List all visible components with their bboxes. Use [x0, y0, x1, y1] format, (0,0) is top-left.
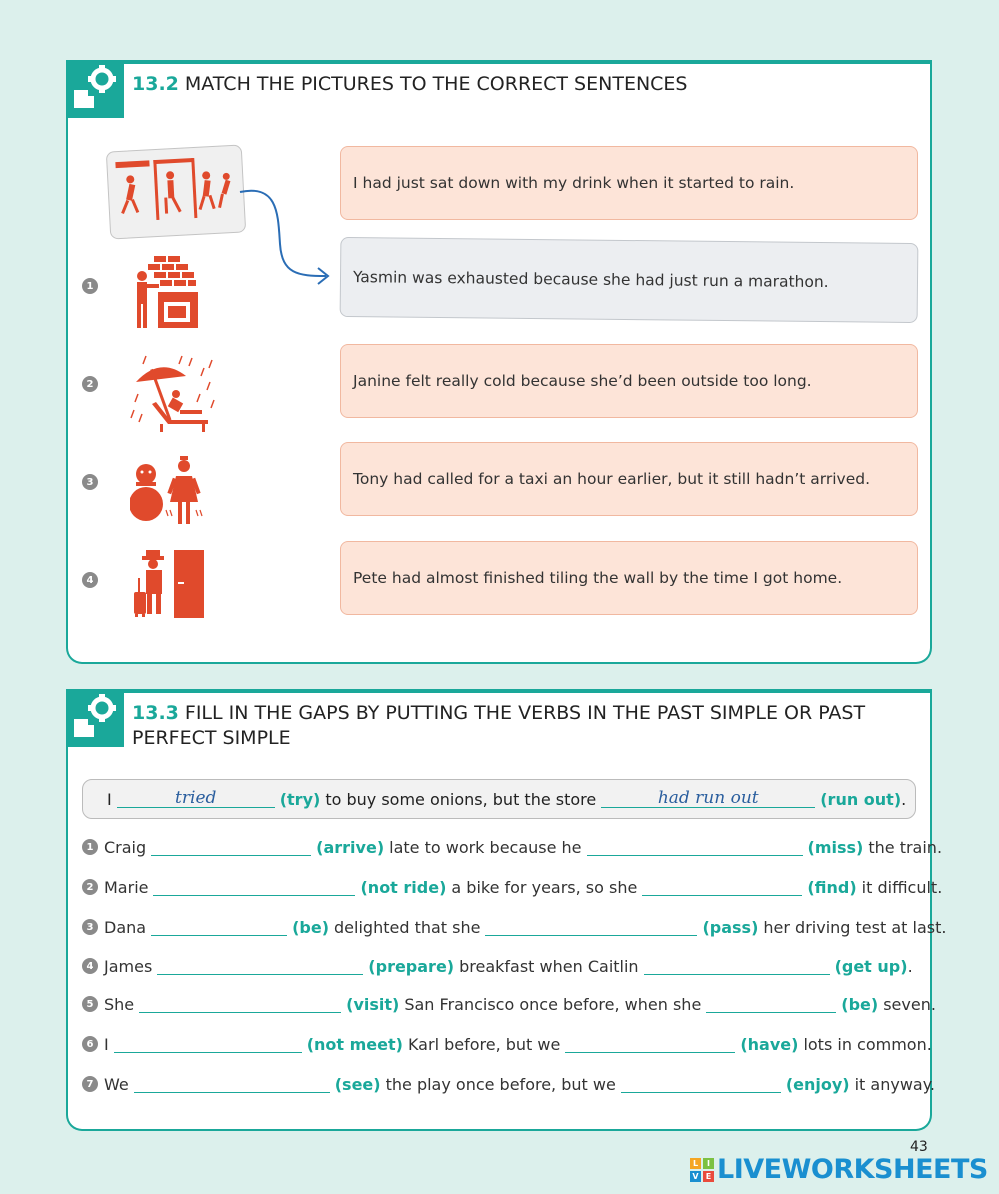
question-text: Craig: [104, 837, 147, 857]
sentence-box[interactable]: [340, 442, 918, 516]
tiling-wall-icon: [130, 252, 206, 332]
cold-snowman-icon: [130, 452, 210, 532]
answer-gap[interactable]: [565, 1036, 735, 1053]
sentence-box[interactable]: [340, 541, 918, 615]
answer-gap[interactable]: [134, 1076, 330, 1093]
gear-icon: [66, 60, 124, 118]
picture-number: 3: [82, 474, 98, 490]
question-row: [82, 992, 936, 1016]
verb-hint: (run out): [820, 789, 902, 809]
picture-item[interactable]: [130, 452, 206, 532]
question-text: I: [104, 1034, 109, 1054]
answer-gap[interactable]: [157, 958, 363, 975]
answer-gap[interactable]: [644, 958, 830, 975]
answer-gap[interactable]: [151, 839, 311, 856]
question-text: She: [104, 994, 135, 1014]
taxi-waiting-icon: [130, 548, 210, 628]
question-row: [82, 1032, 932, 1056]
verb-hint: (pass): [702, 917, 759, 937]
answer-gap[interactable]: [621, 1076, 781, 1093]
rain-umbrella-icon: [130, 354, 220, 434]
question-text: James: [104, 956, 153, 976]
picture-item[interactable]: [130, 548, 206, 628]
sentence-box[interactable]: [340, 344, 918, 418]
logo-grid-icon: [690, 1158, 714, 1182]
exercise-instruction: MATCH THE PICTURES TO THE CORRECT SENTENCES: [184, 73, 688, 95]
exercise-number: 13.2: [132, 73, 179, 95]
exercise-number: 13.3: [132, 702, 179, 724]
question-text: her driving test at last.: [763, 917, 947, 937]
question-text: Dana: [104, 917, 147, 937]
picture-item[interactable]: [130, 354, 206, 434]
match-arrow-icon: [238, 184, 338, 294]
answer-gap[interactable]: [151, 919, 287, 936]
answer-gap[interactable]: [706, 996, 836, 1013]
sentence-text: Pete had almost finished tiling the wall by the time I got home.: [353, 569, 843, 587]
question-text: it difficult.: [861, 877, 943, 897]
question-text: breakfast when Caitlin: [459, 956, 639, 976]
exercise-title: [132, 701, 912, 751]
sentence-text: Tony had called for a taxi an hour earlier, but it still hadn’t arrived.: [353, 470, 871, 488]
question-row: [82, 915, 947, 939]
gear-icon: [66, 689, 124, 747]
question-text: .: [907, 956, 913, 976]
verb-hint: (see): [334, 1074, 381, 1094]
exercise-instruction: FILL IN THE GAPS BY PUTTING THE VERBS IN THE PAST SIMPLE OR PAST PERFECT SIMPLE: [132, 702, 866, 749]
verb-hint: (have): [740, 1034, 799, 1054]
picture-number: 4: [82, 572, 98, 588]
verb-hint: (prepare): [368, 956, 455, 976]
question-text: Karl before, but we: [407, 1034, 561, 1054]
logo-grid-letter: I: [703, 1158, 714, 1169]
logo-grid-letter: E: [703, 1171, 714, 1182]
question-text: We: [104, 1074, 129, 1094]
question-number: 6: [82, 1036, 98, 1052]
question-text: Marie: [104, 877, 149, 897]
verb-hint: (try): [279, 789, 321, 809]
answer-gap[interactable]: [587, 839, 803, 856]
question-text: seven.: [883, 994, 936, 1014]
question-row: [82, 875, 943, 899]
question-text: lots in common.: [803, 1034, 932, 1054]
question-text: a bike for years, so she: [451, 877, 638, 897]
sentence-text: I had just sat down with my drink when it started to rain.: [353, 174, 795, 192]
example-sentence: [82, 779, 916, 819]
logo-grid-letter: L: [690, 1158, 701, 1169]
verb-hint: (be): [841, 994, 879, 1014]
question-number: 2: [82, 879, 98, 895]
verb-hint: (visit): [346, 994, 400, 1014]
verb-hint: (not ride): [360, 877, 447, 897]
sentence-box[interactable]: [340, 146, 918, 220]
question-row: [82, 1072, 935, 1096]
question-text: late to work because he: [389, 837, 582, 857]
marathon-runners-icon: [107, 146, 241, 235]
exercise-13-2-panel: [66, 60, 932, 664]
sentence-text: Yasmin was exhausted because she had just run a marathon.: [352, 268, 829, 292]
example-picture-card: [106, 145, 246, 240]
logo-grid-letter: V: [690, 1171, 701, 1182]
verb-hint: (not meet): [306, 1034, 403, 1054]
example-answer: tried: [117, 791, 275, 808]
logo-text: LIVEWORKSHEETS: [717, 1154, 988, 1185]
question-number: 1: [82, 839, 98, 855]
page-number: 43: [910, 1139, 928, 1155]
sentence-box-matched[interactable]: [340, 237, 919, 323]
sentence-text: Janine felt really cold because she’d been outside too long.: [353, 372, 812, 390]
verb-hint: (arrive): [316, 837, 385, 857]
question-row: [82, 954, 922, 978]
verb-hint: (be): [292, 917, 330, 937]
example-end: .: [901, 789, 907, 809]
verb-hint: (find): [807, 877, 857, 897]
picture-number: 2: [82, 376, 98, 392]
verb-hint: (enjoy): [785, 1074, 850, 1094]
answer-gap[interactable]: [485, 919, 697, 936]
question-number: 4: [82, 958, 98, 974]
exercise-title: [132, 72, 912, 97]
question-text: the train.: [868, 837, 943, 857]
answer-gap[interactable]: [114, 1036, 302, 1053]
question-number: 3: [82, 919, 98, 935]
example-answer: had run out: [601, 791, 815, 808]
question-text: the play once before, but we: [385, 1074, 616, 1094]
example-text: to buy some onions, but the store: [325, 789, 597, 809]
question-row: [82, 835, 943, 859]
question-text: delighted that she: [334, 917, 481, 937]
exercise-13-3-panel: [66, 689, 947, 1131]
verb-hint: (miss): [807, 837, 864, 857]
question-text: San Francisco once before, when she: [404, 994, 702, 1014]
answer-gap[interactable]: [139, 996, 341, 1013]
example-subject: I: [107, 789, 112, 809]
liveworksheets-logo: [690, 1154, 988, 1185]
picture-number: 1: [82, 278, 98, 294]
question-text: it anyway.: [854, 1074, 935, 1094]
question-number: 5: [82, 996, 98, 1012]
answer-gap[interactable]: [153, 879, 355, 896]
answer-gap[interactable]: [642, 879, 802, 896]
verb-hint: (get up): [834, 956, 908, 976]
picture-item[interactable]: [130, 252, 206, 332]
question-number: 7: [82, 1076, 98, 1092]
